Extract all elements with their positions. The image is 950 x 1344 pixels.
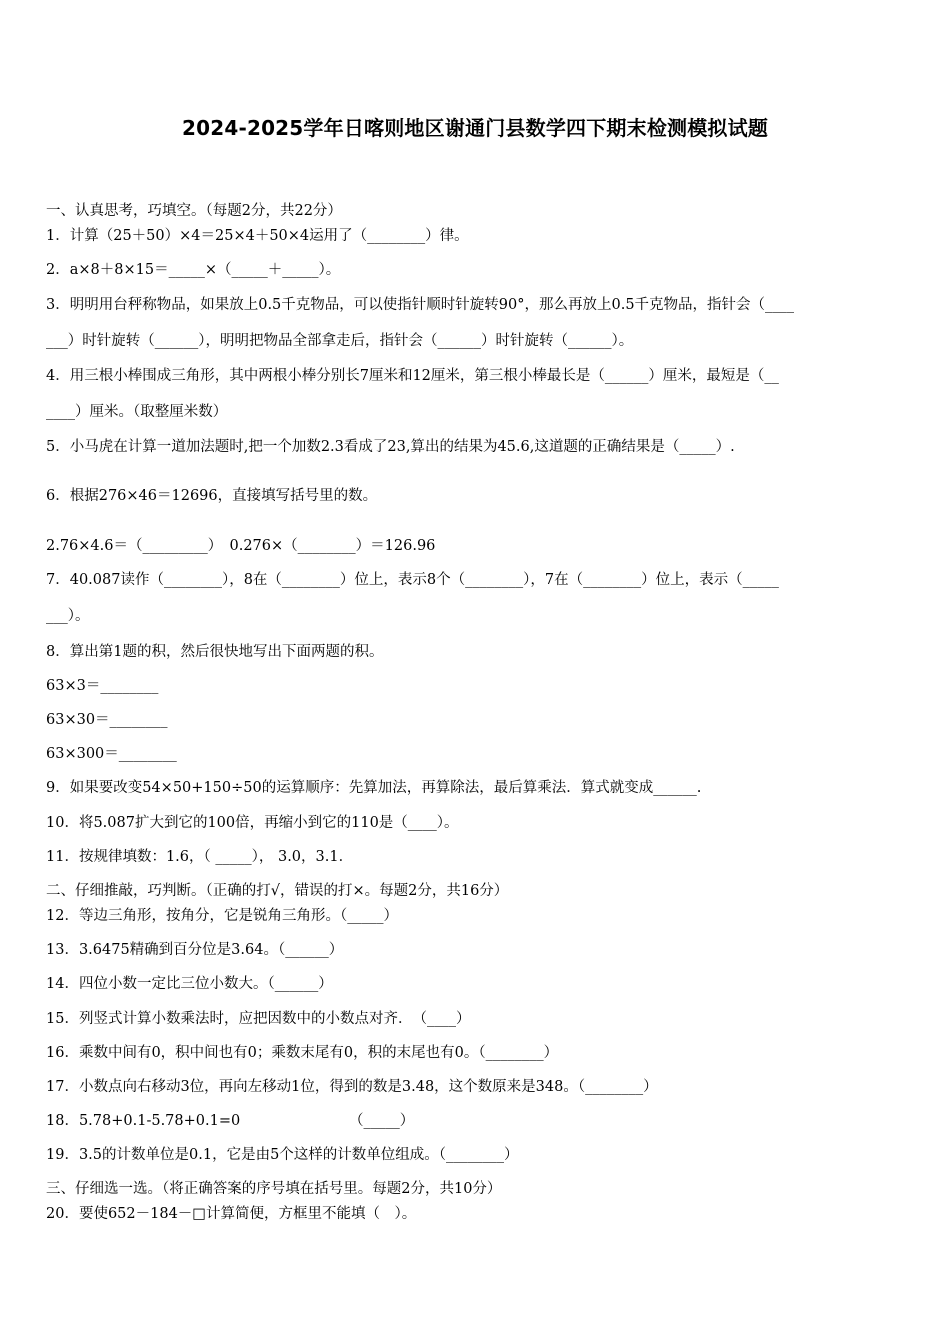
question-8: 8．算出第1题的积，然后很快地写出下面两题的积。 xyxy=(46,644,384,660)
question-16: 16．乘数中间有0，积中间也有0；乘数末尾有0，积的末尾也有0。（________） xyxy=(46,1045,559,1061)
section-1-heading: 一、认真思考，巧填空。（每题2分，共22分） xyxy=(46,203,342,219)
question-1: 1．计算（25＋50）×4＝25×4＋50×4运用了（________）律。 xyxy=(46,228,469,244)
question-4-cont: ____）厘米。（取整厘米数） xyxy=(46,404,228,420)
section-3-heading: 三、仔细选一选。（将正确答案的序号填在括号里。每题2分，共10分） xyxy=(46,1181,502,1197)
question-13: 13．3.6475精确到百分位是3.64。（______） xyxy=(46,942,344,958)
question-14: 14．四位小数一定比三位小数大。（______） xyxy=(46,976,333,992)
question-18: 18．5.78+0.1-5.78+0.1=0 （_____） xyxy=(46,1113,415,1129)
question-5: 5．小马虎在计算一道加法题时,把一个加数2.3看成了23,算出的结果为45.6,这道题的正确结果是（_____）. xyxy=(46,439,735,455)
question-11: 11．按规律填数：1.6，（ _____）， 3.0，3.1． xyxy=(46,849,354,865)
question-9: 9．如果要改变54×50+150÷50的运算顺序：先算加法，再算除法，最后算乘法．算式就变成______. xyxy=(46,780,702,796)
question-17: 17．小数点向右移动3位，再向左移动1位，得到的数是3.48，这个数原来是348。（________） xyxy=(46,1079,658,1095)
question-2: 2．a×8＋8×15＝_____×（_____＋_____）。 xyxy=(46,262,341,278)
question-3-cont: ___）时针旋转（______），明明把物品全部拿走后，指针会（______）时针旋转（______）。 xyxy=(46,333,634,349)
question-8-item-3: 63×300＝________ xyxy=(46,746,177,762)
question-6: 6．根据276×46＝12696，直接填写括号里的数。 xyxy=(46,488,378,504)
section-2-heading: 二、仔细推敲，巧判断。（正确的打√，错误的打×。每题2分，共16分） xyxy=(46,883,509,899)
question-3: 3．明明用台秤称物品，如果放上0.5千克物品，可以使指针顺时针旋转90°，那么再放上0.5千克物品，指针会（____ xyxy=(46,297,795,313)
question-8-item-2: 63×30＝________ xyxy=(46,712,168,728)
question-4: 4．用三根小棒围成三角形，其中两根小棒分别长7厘米和12厘米，第三根小棒最长是（______）厘米，最短是（__ xyxy=(46,368,779,384)
question-12: 12．等边三角形，按角分，它是锐角三角形。（_____） xyxy=(46,908,398,924)
page-title: 2024-2025学年日喀则地区谢通门县数学四下期末检测模拟试题 xyxy=(181,116,769,140)
question-19: 19．3.5的计数单位是0.1，它是由5个这样的计数单位组成。（________） xyxy=(46,1147,519,1163)
question-6-items: 2.76×4.6＝（_________） 0.276×（________）＝126.96 xyxy=(46,538,436,554)
question-10: 10．将5.087扩大到它的100倍，再缩小到它的110是（____）。 xyxy=(46,815,459,831)
question-8-item-1: 63×3＝________ xyxy=(46,678,159,694)
question-15: 15．列竖式计算小数乘法时，应把因数中的小数点对齐． （____） xyxy=(46,1011,471,1027)
question-7-cont: ___）。 xyxy=(46,608,90,624)
question-20: 20．要使652－184－□计算简便，方框里不能填（ ）。 xyxy=(46,1206,417,1222)
question-7: 7．40.087读作（________），8在（________）位上，表示8个（________），7在（________）位上，表示（_____ xyxy=(46,572,779,588)
